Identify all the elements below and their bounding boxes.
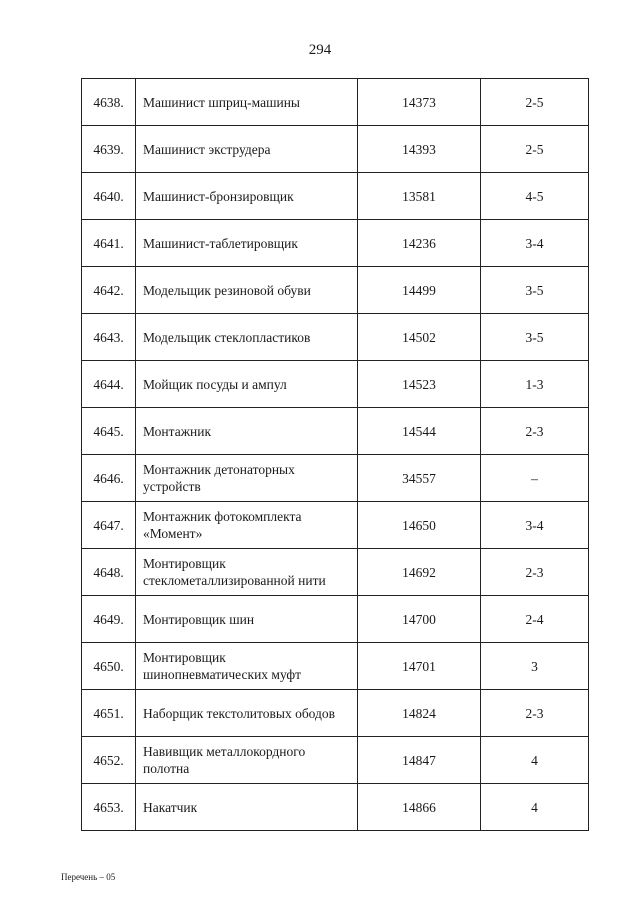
table-row [82, 737, 589, 784]
grade-range: – [481, 455, 589, 502]
row-number: 4653. [82, 784, 136, 831]
profession-code: 14866 [358, 784, 481, 831]
profession-table [81, 78, 589, 831]
grade-range: 3-5 [481, 267, 589, 314]
profession-name: Накатчик [136, 784, 358, 831]
profession-name: Мойщик посуды и ампул [136, 361, 358, 408]
row-number: 4643. [82, 314, 136, 361]
profession-code: 14847 [358, 737, 481, 784]
table-row [82, 173, 589, 220]
profession-code: 14499 [358, 267, 481, 314]
row-number: 4650. [82, 643, 136, 690]
page-number: 294 [308, 42, 332, 58]
table-row [82, 643, 589, 690]
table-row [82, 79, 589, 126]
grade-range: 2-3 [481, 408, 589, 455]
profession-name: Монтажник фотокомплекта «Момент» [136, 502, 358, 549]
grade-range: 2-5 [481, 126, 589, 173]
profession-code: 14523 [358, 361, 481, 408]
profession-code: 14650 [358, 502, 481, 549]
grade-range: 3-5 [481, 314, 589, 361]
grade-range: 2-4 [481, 596, 589, 643]
profession-code: 14824 [358, 690, 481, 737]
profession-name: Монтажник детонаторных устройств [136, 455, 358, 502]
grade-range: 4 [481, 784, 589, 831]
table-body [82, 79, 589, 831]
profession-code: 14373 [358, 79, 481, 126]
row-number: 4651. [82, 690, 136, 737]
row-number: 4646. [82, 455, 136, 502]
table-row [82, 502, 589, 549]
profession-name: Наборщик текстолитовых ободов [136, 690, 358, 737]
table-row [82, 267, 589, 314]
row-number: 4638. [82, 79, 136, 126]
row-number: 4645. [82, 408, 136, 455]
profession-code: 14236 [358, 220, 481, 267]
row-number: 4644. [82, 361, 136, 408]
table-row [82, 361, 589, 408]
table-row [82, 784, 589, 831]
profession-name: Машинист-бронзировщик [136, 173, 358, 220]
grade-range: 3-4 [481, 220, 589, 267]
row-number: 4648. [82, 549, 136, 596]
grade-range: 2-3 [481, 690, 589, 737]
profession-code: 14700 [358, 596, 481, 643]
row-number: 4642. [82, 267, 136, 314]
table-row [82, 549, 589, 596]
row-number: 4640. [82, 173, 136, 220]
table-row [82, 126, 589, 173]
profession-code: 14692 [358, 549, 481, 596]
table-row [82, 455, 589, 502]
profession-name: Модельщик резиновой обуви [136, 267, 358, 314]
table-row [82, 596, 589, 643]
profession-name: Машинист шприц-машины [136, 79, 358, 126]
table-row [82, 690, 589, 737]
grade-range: 1-3 [481, 361, 589, 408]
row-number: 4652. [82, 737, 136, 784]
profession-name: Машинист-таблетировщик [136, 220, 358, 267]
profession-code: 14544 [358, 408, 481, 455]
profession-name: Машинист экструдера [136, 126, 358, 173]
table-row [82, 408, 589, 455]
row-number: 4647. [82, 502, 136, 549]
grade-range: 3 [481, 643, 589, 690]
profession-name: Монтажник [136, 408, 358, 455]
profession-name: Монтировщик шинопневматических муфт [136, 643, 358, 690]
profession-code: 34557 [358, 455, 481, 502]
profession-code: 14393 [358, 126, 481, 173]
profession-code: 13581 [358, 173, 481, 220]
profession-code: 14701 [358, 643, 481, 690]
table-row [82, 220, 589, 267]
grade-range: 4-5 [481, 173, 589, 220]
row-number: 4641. [82, 220, 136, 267]
grade-range: 2-5 [481, 79, 589, 126]
profession-name: Навивщик металлокордного полотна [136, 737, 358, 784]
table-row [82, 314, 589, 361]
row-number: 4639. [82, 126, 136, 173]
grade-range: 2-3 [481, 549, 589, 596]
footer-label: Перечень – 05 [61, 872, 116, 882]
profession-name: Модельщик стеклопластиков [136, 314, 358, 361]
grade-range: 3-4 [481, 502, 589, 549]
grade-range: 4 [481, 737, 589, 784]
profession-code: 14502 [358, 314, 481, 361]
profession-name: Монтировщик стеклометаллизированной нити [136, 549, 358, 596]
row-number: 4649. [82, 596, 136, 643]
profession-name: Монтировщик шин [136, 596, 358, 643]
